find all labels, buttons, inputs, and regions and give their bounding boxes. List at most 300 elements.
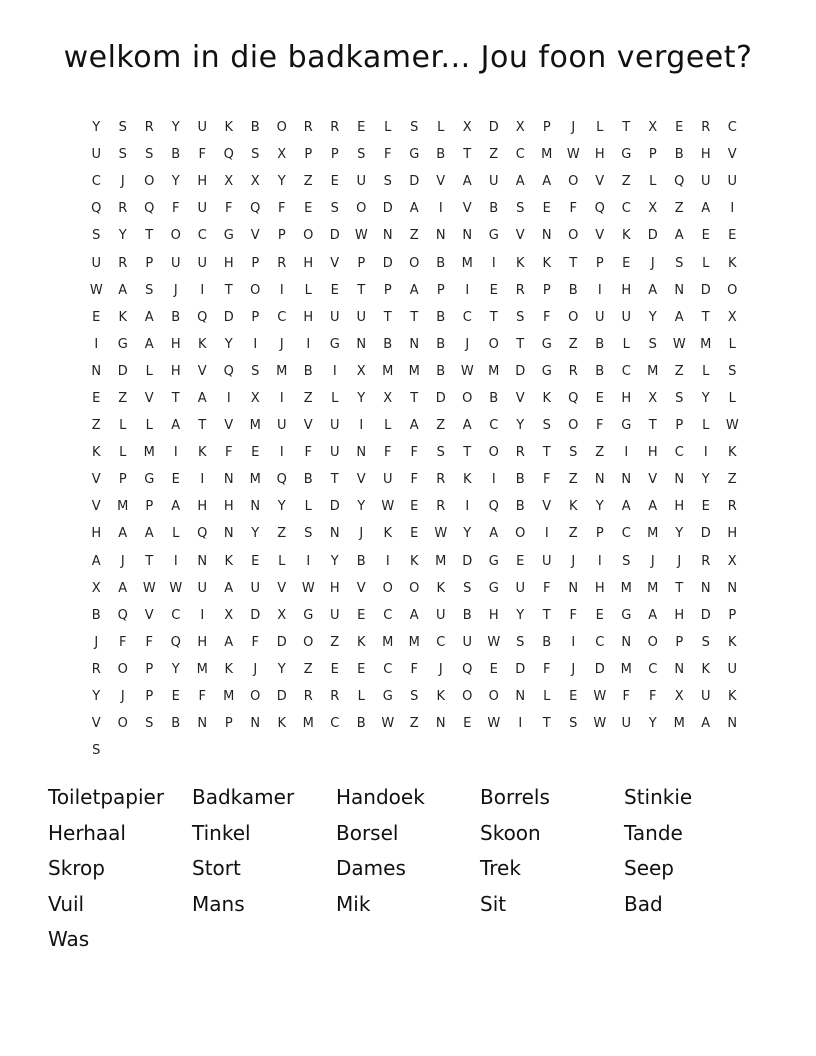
grid-letter[interactable]: S [701,634,710,650]
grid-letter[interactable]: M [223,689,235,705]
grid-letter[interactable]: G [621,418,632,434]
grid-letter[interactable]: M [647,363,659,379]
grid-letter[interactable]: J [650,255,655,271]
grid-letter[interactable]: E [569,689,578,705]
grid-letter[interactable]: U [382,472,393,488]
grid-letter[interactable]: U [541,553,552,569]
grid-letter[interactable]: Y [516,418,525,434]
grid-letter[interactable]: B [462,607,472,623]
grid-letter[interactable]: X [224,607,234,623]
grid-letter[interactable]: P [145,661,154,677]
grid-letter[interactable]: F [384,147,392,163]
grid-letter[interactable]: N [250,716,261,732]
grid-letter[interactable]: P [277,228,286,244]
grid-letter[interactable]: P [251,309,260,325]
grid-letter[interactable]: O [250,282,261,298]
grid-letter[interactable]: Z [330,634,340,650]
grid-letter[interactable]: L [543,689,551,705]
grid-letter[interactable]: N [91,363,102,379]
grid-letter[interactable]: M [461,255,473,271]
grid-letter[interactable]: K [542,390,552,406]
grid-letter[interactable]: V [144,390,154,406]
grid-letter[interactable]: J [465,336,470,352]
grid-letter[interactable]: A [409,418,419,434]
grid-letter[interactable]: I [332,363,337,379]
grid-letter[interactable]: J [650,553,655,569]
grid-letter[interactable]: Z [568,472,578,488]
grid-letter[interactable]: H [303,309,314,325]
grid-letter[interactable]: P [675,418,684,434]
grid-letter[interactable]: Y [463,526,472,542]
grid-letter[interactable]: K [568,499,578,515]
grid-letter[interactable]: R [436,472,446,488]
grid-letter[interactable]: U [700,689,711,705]
grid-letter[interactable]: C [727,120,737,136]
grid-letter[interactable]: B [171,309,181,325]
grid-letter[interactable]: U [197,255,207,271]
grid-letter[interactable]: H [223,499,234,515]
grid-letter[interactable]: C [91,174,101,190]
grid-letter[interactable]: H [674,499,685,515]
grid-letter[interactable]: O [144,174,155,190]
grid-letter[interactable]: X [648,390,658,406]
grid-letter[interactable]: Z [674,201,684,217]
grid-letter[interactable]: L [278,553,286,569]
grid-letter[interactable]: O [276,120,287,136]
grid-letter[interactable]: J [279,336,284,352]
grid-letter[interactable]: K [701,661,711,677]
grid-letter[interactable]: D [647,228,658,244]
grid-letter[interactable]: Y [357,499,366,515]
grid-letter[interactable]: J [359,526,364,542]
grid-letter[interactable]: M [541,147,553,163]
grid-letter[interactable]: R [330,120,340,136]
grid-letter[interactable]: M [488,363,500,379]
grid-letter[interactable]: R [303,689,313,705]
grid-letter[interactable]: J [571,120,576,136]
grid-letter[interactable]: M [143,445,155,461]
grid-letter[interactable]: X [515,120,525,136]
grid-letter[interactable]: U [276,418,287,434]
grid-letter[interactable]: K [727,445,737,461]
grid-letter[interactable]: T [198,418,207,434]
grid-letter[interactable]: N [409,336,420,352]
grid-letter[interactable]: O [462,390,473,406]
grid-letter[interactable]: S [675,255,684,271]
grid-letter[interactable]: T [410,309,419,325]
grid-letter[interactable]: R [91,661,101,677]
grid-letter[interactable]: S [648,336,657,352]
grid-letter[interactable]: G [303,607,314,623]
grid-letter[interactable]: X [462,120,472,136]
grid-letter[interactable]: S [622,553,631,569]
grid-letter[interactable]: X [674,689,684,705]
grid-letter[interactable]: L [145,363,153,379]
grid-letter[interactable]: O [303,228,314,244]
grid-letter[interactable]: H [621,282,632,298]
grid-letter[interactable]: I [703,445,708,461]
grid-letter[interactable]: V [515,228,525,244]
grid-letter[interactable]: C [330,716,340,732]
grid-letter[interactable]: L [357,689,365,705]
grid-letter[interactable]: J [438,661,443,677]
grid-letter[interactable]: I [624,445,629,461]
grid-letter[interactable]: Q [594,201,605,217]
grid-letter[interactable]: S [516,634,525,650]
grid-letter[interactable]: I [94,336,99,352]
grid-letter[interactable]: X [277,147,287,163]
grid-letter[interactable]: C [383,607,393,623]
grid-letter[interactable]: C [621,526,631,542]
grid-letter[interactable]: L [145,418,153,434]
grid-letter[interactable]: Y [595,499,604,515]
grid-letter[interactable]: A [542,174,552,190]
grid-letter[interactable]: W [566,147,580,163]
grid-letter[interactable]: A [674,228,684,244]
grid-letter[interactable]: E [357,120,366,136]
grid-letter[interactable]: Y [277,174,286,190]
grid-letter[interactable]: G [621,147,632,163]
grid-letter[interactable]: Q [488,499,499,515]
grid-letter[interactable]: F [596,418,604,434]
grid-letter[interactable]: K [91,445,101,461]
grid-letter[interactable]: K [197,336,207,352]
grid-letter[interactable]: B [171,147,181,163]
grid-letter[interactable]: N [515,689,526,705]
grid-letter[interactable]: M [249,418,261,434]
grid-letter[interactable]: J [677,553,682,569]
grid-letter[interactable]: Y [277,661,286,677]
grid-letter[interactable]: A [118,526,128,542]
grid-letter[interactable]: P [304,147,313,163]
grid-letter[interactable]: K [224,553,234,569]
grid-letter[interactable]: B [436,255,446,271]
grid-letter[interactable]: L [649,174,657,190]
grid-letter[interactable]: U [197,201,207,217]
grid-letter[interactable]: Y [251,526,260,542]
grid-letter[interactable]: L [384,418,392,434]
grid-letter[interactable]: O [170,228,181,244]
grid-letter[interactable]: C [621,363,631,379]
grid-letter[interactable]: Z [621,174,631,190]
grid-letter[interactable]: S [436,445,445,461]
grid-letter[interactable]: Y [648,309,657,325]
grid-letter[interactable]: K [224,120,234,136]
grid-letter[interactable]: U [621,716,631,732]
grid-letter[interactable]: I [465,282,470,298]
grid-letter[interactable]: N [382,228,393,244]
grid-letter[interactable]: S [516,201,525,217]
grid-letter[interactable]: Y [92,120,101,136]
grid-letter[interactable]: C [621,201,631,217]
grid-letter[interactable]: B [515,499,525,515]
grid-letter[interactable]: V [727,147,737,163]
grid-letter[interactable]: P [595,255,604,271]
grid-letter[interactable]: E [304,201,313,217]
grid-letter[interactable]: O [568,418,579,434]
grid-letter[interactable]: S [675,390,684,406]
grid-letter[interactable]: V [648,472,658,488]
grid-letter[interactable]: F [198,689,206,705]
grid-letter[interactable]: R [303,120,313,136]
grid-letter[interactable]: U [329,445,340,461]
grid-letter[interactable]: E [595,390,604,406]
grid-letter[interactable]: H [594,147,605,163]
grid-letter[interactable]: I [465,499,470,515]
grid-letter[interactable]: G [382,689,393,705]
grid-letter[interactable]: E [92,390,101,406]
grid-letter[interactable]: I [306,553,311,569]
grid-letter[interactable]: Y [92,689,101,705]
grid-letter[interactable]: I [597,553,602,569]
grid-letter[interactable]: D [382,201,393,217]
grid-letter[interactable]: T [463,147,472,163]
grid-letter[interactable]: T [410,390,419,406]
grid-letter[interactable]: E [330,282,339,298]
grid-letter[interactable]: R [515,445,525,461]
grid-letter[interactable]: N [329,526,340,542]
grid-letter[interactable]: U [329,418,340,434]
grid-letter[interactable]: G [621,607,632,623]
grid-letter[interactable]: M [117,499,129,515]
grid-letter[interactable]: Q [674,174,685,190]
grid-letter[interactable]: O [462,689,473,705]
grid-letter[interactable]: U [727,661,737,677]
grid-letter[interactable]: T [330,472,339,488]
grid-letter[interactable]: P [648,147,657,163]
grid-letter[interactable]: D [488,120,499,136]
grid-letter[interactable]: Y [648,716,657,732]
grid-letter[interactable]: R [118,255,128,271]
grid-letter[interactable]: R [727,499,737,515]
grid-letter[interactable]: X [648,120,658,136]
grid-letter[interactable]: M [196,661,208,677]
grid-letter[interactable]: U [250,580,260,596]
grid-letter[interactable]: R [118,201,128,217]
grid-letter[interactable]: W [487,634,501,650]
grid-letter[interactable]: A [701,201,711,217]
grid-letter[interactable]: U [329,607,340,623]
grid-letter[interactable]: T [145,228,154,244]
grid-letter[interactable]: M [620,661,632,677]
grid-letter[interactable]: D [250,607,261,623]
grid-letter[interactable]: F [278,201,286,217]
grid-letter[interactable]: B [674,147,684,163]
grid-letter[interactable]: D [382,255,393,271]
grid-letter[interactable]: Y [357,390,366,406]
grid-letter[interactable]: F [119,634,127,650]
grid-letter[interactable]: S [410,120,419,136]
grid-letter[interactable]: B [171,716,181,732]
grid-letter[interactable]: G [541,336,552,352]
grid-letter[interactable]: M [700,336,712,352]
grid-letter[interactable]: I [544,526,549,542]
grid-letter[interactable]: E [330,661,339,677]
grid-letter[interactable]: C [197,228,207,244]
grid-letter[interactable]: Y [118,228,127,244]
grid-letter[interactable]: O [409,255,420,271]
grid-letter[interactable]: N [700,580,711,596]
grid-letter[interactable]: Z [91,418,101,434]
grid-letter[interactable]: I [571,634,576,650]
grid-letter[interactable]: O [568,174,579,190]
grid-letter[interactable]: M [620,580,632,596]
grid-letter[interactable]: A [648,282,658,298]
grid-letter[interactable]: W [434,526,448,542]
grid-letter[interactable]: K [727,634,737,650]
grid-letter[interactable]: O [568,309,579,325]
grid-letter[interactable]: L [702,418,710,434]
grid-letter[interactable]: X [648,201,658,217]
grid-letter[interactable]: Y [277,499,286,515]
grid-letter[interactable]: S [251,147,260,163]
grid-letter[interactable]: I [279,282,284,298]
grid-letter[interactable]: N [223,526,234,542]
grid-letter[interactable]: T [542,607,551,623]
grid-letter[interactable]: V [91,716,101,732]
grid-letter[interactable]: O [488,689,499,705]
grid-letter[interactable]: K [118,309,128,325]
grid-letter[interactable]: H [197,499,208,515]
grid-letter[interactable]: F [225,445,233,461]
grid-letter[interactable]: L [304,282,312,298]
grid-letter[interactable]: T [701,309,710,325]
grid-letter[interactable]: J [120,174,125,190]
grid-letter[interactable]: W [89,282,103,298]
grid-letter[interactable]: N [356,445,367,461]
grid-letter[interactable]: F [225,201,233,217]
grid-letter[interactable]: Z [277,526,287,542]
grid-letter[interactable]: A [224,580,234,596]
grid-letter[interactable]: O [250,689,261,705]
grid-letter[interactable]: D [515,363,526,379]
grid-letter[interactable]: X [250,174,260,190]
grid-letter[interactable]: K [436,580,446,596]
grid-letter[interactable]: B [542,634,552,650]
grid-letter[interactable]: W [381,716,395,732]
grid-letter[interactable]: N [435,716,446,732]
grid-letter[interactable]: S [542,418,551,434]
grid-letter[interactable]: W [725,418,739,434]
grid-letter[interactable]: O [488,336,499,352]
grid-letter[interactable]: E [357,661,366,677]
grid-letter[interactable]: Z [303,174,313,190]
grid-letter[interactable]: A [409,201,419,217]
grid-letter[interactable]: J [173,282,178,298]
grid-letter[interactable]: P [542,120,551,136]
grid-letter[interactable]: O [515,526,526,542]
grid-letter[interactable]: D [700,526,711,542]
grid-letter[interactable]: S [383,174,392,190]
grid-letter[interactable]: P [357,255,366,271]
grid-letter[interactable]: A [648,499,658,515]
grid-letter[interactable]: B [383,336,393,352]
grid-letter[interactable]: A [701,716,711,732]
grid-letter[interactable]: I [173,445,178,461]
grid-letter[interactable]: Q [197,309,208,325]
grid-letter[interactable]: R [144,120,154,136]
grid-letter[interactable]: Z [118,390,128,406]
grid-letter[interactable]: I [173,553,178,569]
grid-letter[interactable]: V [356,580,366,596]
grid-letter[interactable]: B [595,336,605,352]
grid-letter[interactable]: G [488,228,499,244]
grid-letter[interactable]: O [382,580,393,596]
grid-letter[interactable]: M [276,363,288,379]
grid-letter[interactable]: C [648,661,658,677]
grid-letter[interactable]: L [437,120,445,136]
grid-letter[interactable]: L [384,120,392,136]
grid-letter[interactable]: F [569,201,577,217]
grid-letter[interactable]: H [170,336,181,352]
grid-letter[interactable]: Z [303,661,313,677]
grid-letter[interactable]: S [516,309,525,325]
grid-letter[interactable]: T [357,282,366,298]
grid-letter[interactable]: V [91,472,101,488]
grid-letter[interactable]: N [727,580,738,596]
grid-letter[interactable]: G [329,336,340,352]
grid-letter[interactable]: B [436,309,446,325]
grid-letter[interactable]: M [647,580,659,596]
grid-letter[interactable]: D [700,607,711,623]
grid-letter[interactable]: V [277,580,287,596]
grid-letter[interactable]: V [303,418,313,434]
grid-letter[interactable]: A [674,309,684,325]
grid-letter[interactable]: P [383,282,392,298]
grid-letter[interactable]: S [728,363,737,379]
grid-letter[interactable]: T [569,255,578,271]
grid-letter[interactable]: Y [330,553,339,569]
grid-letter[interactable]: Q [568,390,579,406]
grid-letter[interactable]: G [223,228,234,244]
grid-letter[interactable]: M [302,716,314,732]
grid-letter[interactable]: W [593,689,607,705]
grid-letter[interactable]: K [356,634,366,650]
grid-letter[interactable]: P [251,255,260,271]
grid-letter[interactable]: U [515,580,525,596]
grid-letter[interactable]: A [171,499,181,515]
grid-letter[interactable]: Z [568,336,578,352]
grid-letter[interactable]: I [385,553,390,569]
grid-letter[interactable]: F [622,689,630,705]
grid-letter[interactable]: B [356,553,366,569]
grid-letter[interactable]: I [597,282,602,298]
grid-letter[interactable]: E [251,445,260,461]
grid-letter[interactable]: E [410,499,419,515]
grid-letter[interactable]: J [94,634,99,650]
grid-letter[interactable]: Y [224,336,233,352]
grid-letter[interactable]: S [304,526,313,542]
grid-letter[interactable]: M [249,472,261,488]
grid-letter[interactable]: U [700,174,711,190]
grid-letter[interactable]: U [621,309,631,325]
grid-letter[interactable]: C [383,661,393,677]
grid-letter[interactable]: U [329,309,340,325]
grid-letter[interactable]: E [171,689,180,705]
grid-letter[interactable]: T [622,120,631,136]
grid-letter[interactable]: Y [701,390,710,406]
grid-letter[interactable]: R [701,553,711,569]
grid-letter[interactable]: K [727,255,737,271]
grid-letter[interactable]: H [700,147,711,163]
grid-letter[interactable]: I [253,336,258,352]
grid-letter[interactable]: V [91,499,101,515]
grid-letter[interactable]: E [463,716,472,732]
grid-letter[interactable]: G [541,363,552,379]
grid-letter[interactable]: R [436,499,446,515]
grid-letter[interactable]: C [436,634,446,650]
grid-letter[interactable]: F [649,689,657,705]
